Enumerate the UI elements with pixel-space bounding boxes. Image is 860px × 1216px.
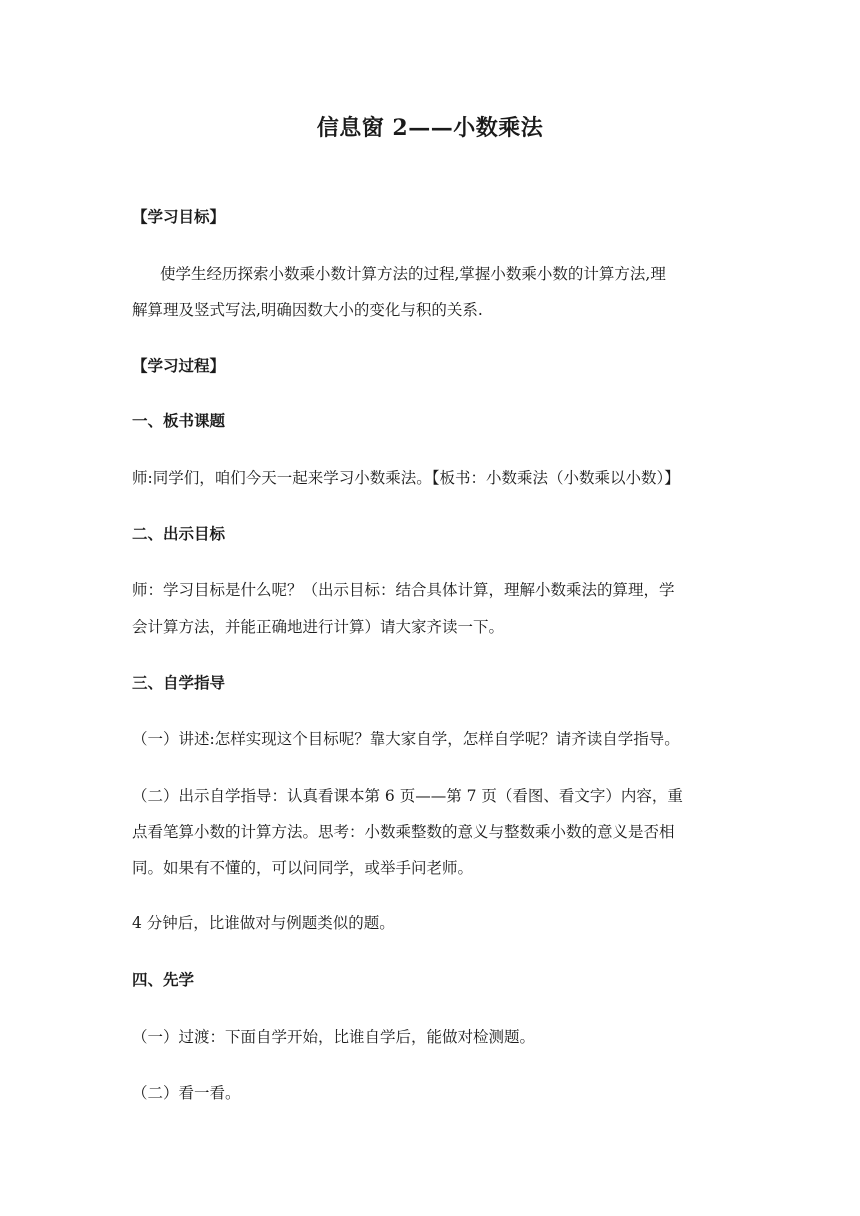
step4-text-line-1: （一）过渡：下面自学开始，比谁自学后，能做对检测题。 — [132, 1028, 536, 1046]
step2-text-line-2: 会计算方法，并能正确地进行计算）请大家齐读一下。 — [132, 618, 505, 636]
step2-text-line-1: 师：学习目标是什么呢？（出示目标：结合具体计算，理解小数乘法的算理，学 — [132, 581, 675, 599]
step3-text-line-4: 同。如果有不懂的，可以问同学，或举手问老师。 — [132, 859, 474, 877]
process-heading: 【学习过程】 — [132, 356, 226, 375]
step3-text-line-1: （一）讲述:怎样实现这个目标呢？靠大家自学，怎样自学呢？请齐读自学指导。 — [132, 730, 680, 748]
goal-text-line-2: 解算理及竖式写法,明确因数大小的变化与积的关系. — [132, 301, 483, 319]
step4-heading: 四、先学 — [132, 970, 195, 989]
goal-text-line-1: 使学生经历探索小数乘小数计算方法的过程,掌握小数乘小数的计算方法,理 — [160, 265, 666, 283]
step3-heading: 三、自学指导 — [132, 673, 226, 692]
step3-text-line-3: 点看笔算小数的计算方法。思考：小数乘整数的意义与整数乘小数的意义是否相 — [132, 823, 675, 841]
step3-text-line-5: 4 分钟后，比谁做对与例题类似的题。 — [132, 914, 395, 932]
step3-text-line-2: （二）出示自学指导：认真看课本第 6 页——第 7 页（看图、看文字）内容，重 — [132, 787, 683, 805]
step2-heading: 二、出示目标 — [132, 524, 226, 543]
goal-heading: 【学习目标】 — [132, 207, 226, 226]
step4-text-line-2: （二）看一看。 — [132, 1084, 241, 1102]
document-title: 信息窗 2——小数乘法 — [316, 115, 544, 141]
step1-text-line-1: 师:同学们，咱们今天一起来学习小数乘法。【板书：小数乘法（小数乘以小数）】 — [132, 469, 680, 487]
step1-heading: 一、板书课题 — [132, 411, 226, 430]
